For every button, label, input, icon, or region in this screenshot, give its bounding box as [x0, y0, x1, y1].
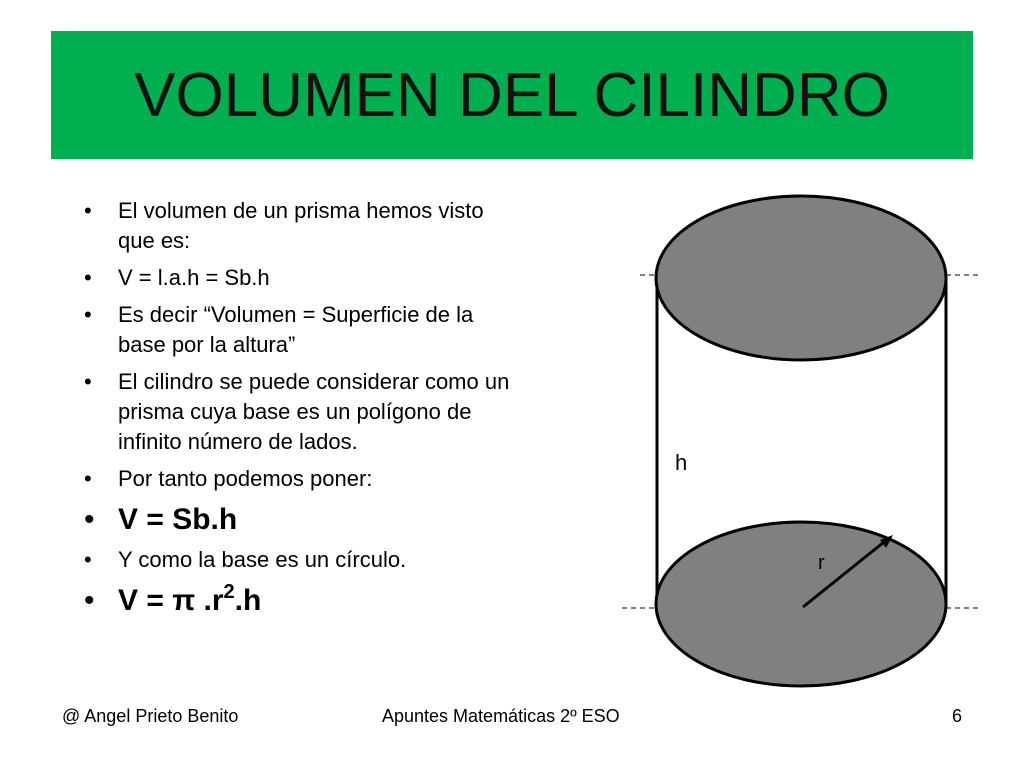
bullet-item: • V = l.a.h = Sb.h [82, 263, 522, 293]
formula-part: .h [234, 584, 262, 617]
formula-base-height: • V = Sb.h [82, 501, 522, 539]
bullet-item: • El cilindro se puede considerar como un prisma cuya base es un polígono de infinito número de lados. [82, 367, 522, 457]
height-label: h [675, 450, 688, 475]
cylinder-bottom-base [656, 522, 946, 686]
page-number: 6 [952, 706, 963, 726]
bullet-item: • Es decir “Volumen = Superficie de la base por la altura” [82, 300, 522, 360]
radius-label: r [818, 552, 825, 574]
cylinder-diagram [620, 190, 990, 690]
formula-cylinder-volume [82, 582, 522, 620]
title-bar [51, 31, 973, 159]
bullet-item: • El volumen de un prisma hemos visto que es: [82, 196, 522, 256]
bullet-item: • Y como la base es un círculo. [82, 545, 522, 575]
bullet-list [82, 196, 522, 626]
formula-exponent: 2 [223, 581, 235, 603]
slide-title: VOLUMEN DEL CILINDRO [134, 60, 890, 130]
footer-course: Apuntes Matemáticas 2º ESO [382, 706, 620, 726]
cylinder-top-base [656, 196, 946, 360]
footer-author: @ Angel Prieto Benito [62, 706, 239, 726]
formula-part: V = π .r [118, 584, 224, 617]
bullet-item: • Por tanto podemos poner: [82, 464, 522, 494]
